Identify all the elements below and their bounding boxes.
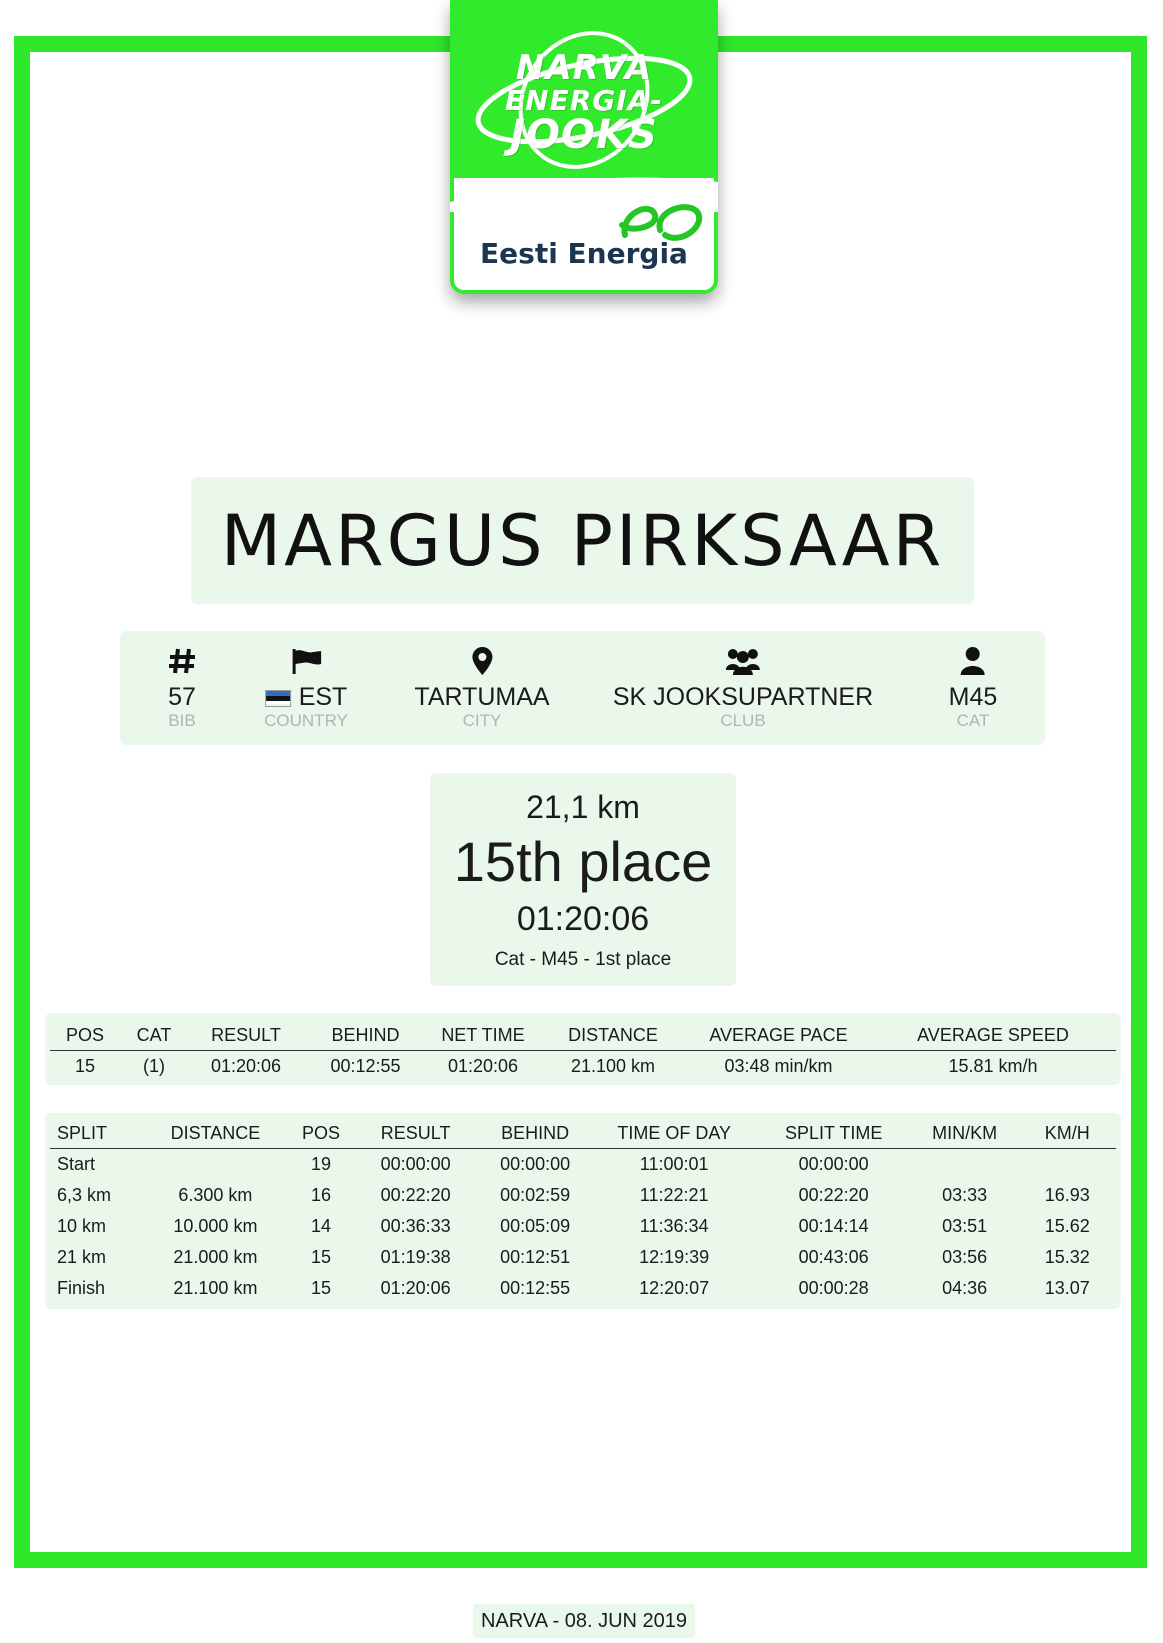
column-header: DISTANCE: [539, 1020, 687, 1051]
table-cell: 00:00:28: [798, 1278, 869, 1298]
table-cell: 00:00:00: [500, 1154, 571, 1174]
table-row: [50, 1149, 1116, 1181]
table-row: [50, 1180, 1116, 1211]
table-cell: 10 km: [57, 1216, 107, 1236]
table-cell: 03:51: [942, 1216, 988, 1236]
city-label: CITY: [462, 711, 502, 730]
country-info: [264, 645, 348, 731]
column-header: POS: [289, 1118, 353, 1149]
table-cell: 00:12:51: [500, 1247, 571, 1267]
logo-line-2: ENERGIA-: [505, 84, 663, 117]
club-value: SK JOOKSUPARTNER: [612, 683, 874, 711]
splits-panel: [45, 1113, 1121, 1309]
table-cell: 00:43:06: [798, 1247, 869, 1267]
table-cell: 00:00:00: [380, 1154, 451, 1174]
column-header: AVERAGE PACE: [687, 1020, 870, 1051]
event-date-footer: NARVA - 08. JUN 2019: [473, 1604, 695, 1638]
table-cell: 19: [311, 1154, 332, 1174]
table-cell: 15: [311, 1278, 332, 1298]
table-cell: 03:33: [942, 1185, 988, 1205]
table-row: [50, 1211, 1116, 1242]
athlete-name-panel: [191, 477, 974, 604]
table-cell: 21.000 km: [173, 1247, 258, 1267]
table-cell: 15: [311, 1247, 332, 1267]
column-header: TIME OF DAY: [592, 1118, 757, 1149]
table-cell: 15.32: [1044, 1247, 1090, 1267]
column-header: SPLIT: [50, 1118, 142, 1149]
brand-name: Eesti Energia: [480, 237, 688, 270]
splits-table: [50, 1118, 1116, 1304]
flag-icon: [264, 645, 348, 677]
category-info: [949, 645, 998, 731]
table-cell: 6.300 km: [178, 1185, 253, 1205]
user-icon: [949, 645, 998, 677]
logo-line-1: NARVA: [515, 48, 653, 88]
table-cell: (1): [143, 1056, 165, 1076]
table-cell: 11:00:01: [639, 1154, 709, 1174]
summary-table: [50, 1020, 1116, 1082]
table-cell: 00:12:55: [330, 1056, 401, 1076]
table-cell: 10.000 km: [173, 1216, 258, 1236]
table-cell: [142, 1149, 289, 1181]
table-cell: 01:20:06: [380, 1278, 451, 1298]
table-cell: 00:22:20: [380, 1185, 451, 1205]
table-cell: 11:22:21: [639, 1185, 709, 1205]
table-cell: 15.62: [1044, 1216, 1090, 1236]
result-panel: [430, 773, 736, 986]
column-header: NET TIME: [427, 1020, 539, 1051]
country-label: COUNTRY: [264, 711, 348, 730]
map-marker-icon: [414, 645, 549, 677]
column-header: DISTANCE: [142, 1118, 289, 1149]
table-cell: 00:22:20: [798, 1185, 869, 1205]
table-cell: 12:19:39: [639, 1247, 710, 1267]
table-cell: 01:20:06: [210, 1056, 282, 1076]
table-cell: 11:36:34: [639, 1216, 709, 1236]
table-cell: Start: [57, 1154, 96, 1174]
table-cell: 00:36:33: [380, 1216, 451, 1236]
table-cell: [911, 1149, 1019, 1181]
logo-line-3: JOOKS: [510, 112, 658, 158]
table-cell: 13.07: [1044, 1278, 1090, 1298]
table-cell: 00:00:00: [798, 1154, 869, 1174]
table-cell: 03:48 min/km: [724, 1056, 833, 1076]
eo-brand-icon: [610, 195, 710, 255]
column-header: BEHIND: [304, 1020, 427, 1051]
summary-panel: [45, 1013, 1121, 1085]
column-header: MIN/KM: [911, 1118, 1019, 1149]
table-cell: 03:56: [942, 1247, 988, 1267]
splits-header-row: [50, 1118, 1116, 1149]
category-place: Cat - M45 - 1st place: [494, 949, 672, 970]
table-cell: 15: [74, 1056, 96, 1076]
table-cell: 01:19:38: [380, 1247, 451, 1267]
column-header: POS: [50, 1020, 120, 1051]
column-header: BEHIND: [478, 1118, 592, 1149]
club-info: [613, 645, 873, 731]
table-cell: 21.100 km: [570, 1056, 656, 1076]
city-value: TARTUMAA: [414, 683, 550, 711]
category-value: M45: [948, 683, 998, 711]
country-value: EST: [298, 683, 348, 711]
estonia-flag-icon: [265, 690, 291, 707]
bib-value: 57: [168, 683, 196, 711]
city-info: [414, 645, 549, 731]
category-label: CAT: [956, 711, 990, 730]
table-cell: 04:36: [942, 1278, 988, 1298]
event-logo: [450, 0, 718, 294]
table-cell: 00:02:59: [500, 1185, 571, 1205]
table-cell: 00:05:09: [500, 1216, 571, 1236]
users-icon: [613, 645, 873, 677]
bib-info: [168, 645, 196, 731]
table-cell: Finish: [57, 1278, 106, 1298]
hash-icon: [168, 645, 196, 677]
column-header: AVERAGE SPEED: [870, 1020, 1116, 1051]
table-cell: 16: [311, 1185, 332, 1205]
athlete-name: MARGUS PIRKSAAR: [220, 499, 945, 582]
column-header: RESULT: [188, 1020, 304, 1051]
column-header: RESULT: [353, 1118, 478, 1149]
table-cell: [1018, 1149, 1116, 1181]
table-cell: 21 km: [57, 1247, 107, 1267]
summary-row: [50, 1051, 1116, 1083]
column-header: SPLIT TIME: [756, 1118, 910, 1149]
finish-time: 01:20:06: [516, 900, 650, 938]
bib-label: BIB: [168, 711, 196, 730]
table-cell: 00:14:14: [798, 1216, 869, 1236]
summary-header-row: [50, 1020, 1116, 1051]
column-header: KM/H: [1018, 1118, 1116, 1149]
table-cell: 14: [311, 1216, 332, 1236]
table-cell: 15.81 km/h: [948, 1056, 1038, 1076]
column-header: CAT: [120, 1020, 188, 1051]
table-cell: 21.100 km: [173, 1278, 258, 1298]
athlete-info-panel: [120, 631, 1045, 745]
table-cell: 12:20:07: [639, 1278, 710, 1298]
table-row: [50, 1242, 1116, 1273]
club-label: CLUB: [720, 711, 766, 730]
race-distance: 21,1 km: [526, 789, 640, 825]
table-cell: 00:12:55: [500, 1278, 571, 1298]
table-cell: 01:20:06: [447, 1056, 519, 1076]
overall-place: 15th place: [453, 830, 713, 893]
table-row: [50, 1273, 1116, 1304]
table-cell: 16.93: [1044, 1185, 1090, 1205]
table-cell: 6,3 km: [57, 1185, 112, 1205]
